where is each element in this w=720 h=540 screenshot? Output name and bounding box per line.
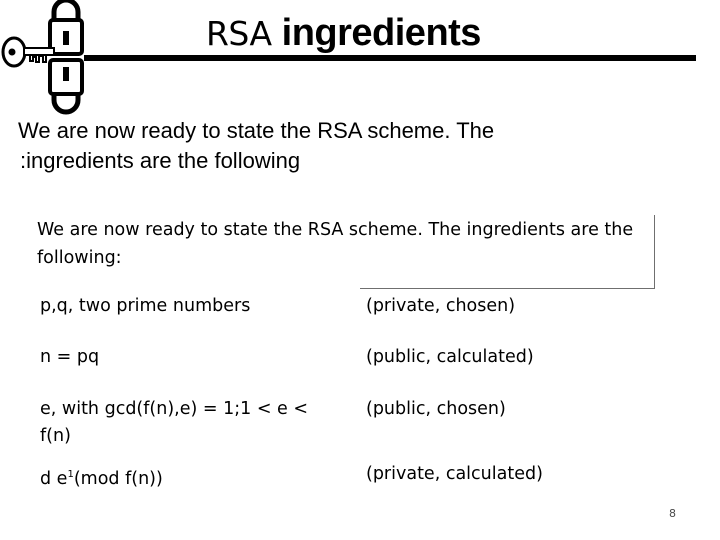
row-4-item	[40, 461, 330, 493]
row-4-item-superscript: 1	[67, 469, 74, 480]
key-icon	[3, 38, 54, 66]
row-4-type: (private, calculated)	[366, 464, 543, 484]
row-3-item: e, with gcd(f(n),e) = 1;1 < e < f(n)	[40, 399, 309, 446]
row-3-type: (public, chosen)	[366, 399, 506, 419]
row-1-type: (private, chosen)	[366, 296, 516, 316]
intro-line-2: :ingredients are the following	[20, 148, 301, 173]
row-4-item-tail: (mod f(n))	[73, 469, 163, 489]
title-underline	[84, 55, 696, 61]
page-number: 8	[669, 507, 676, 520]
slide-title	[206, 14, 481, 52]
row-2-item: n = pq	[40, 347, 100, 367]
title-ingredients: ingredients	[271, 12, 481, 54]
row-1-item: p,q, two prime numbers	[40, 296, 251, 316]
intro-paragraph	[18, 116, 608, 176]
box-intro-text: We are now ready to state the RSA scheme. The ingredients are the following:	[37, 220, 634, 268]
intro-line-1: We are now ready to state the RSA scheme. The	[18, 118, 495, 143]
row-4-item-main: d e	[40, 469, 68, 489]
title-rsa: RSA	[206, 14, 272, 53]
row-2-type: (public, calculated)	[366, 347, 534, 367]
